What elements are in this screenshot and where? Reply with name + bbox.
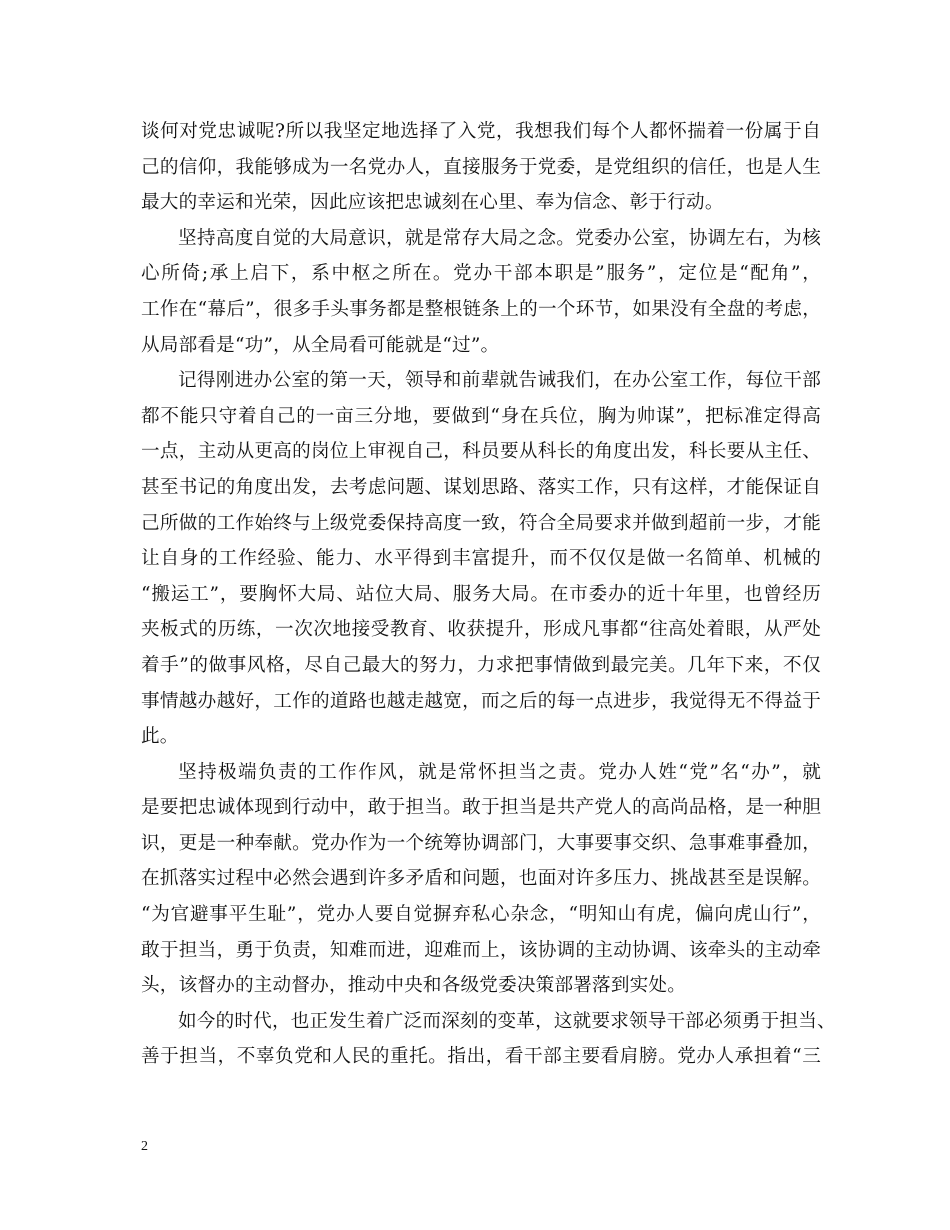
text-line: 是要把忠诚体现到行动中，敢于担当。敢于担当是共产党人的高尚品格，是一种胆 bbox=[141, 797, 821, 819]
text-line: 都不能只守着自己的一亩三分地，要做到“身在兵位，胸为帅谋”，把标准定得高 bbox=[141, 405, 821, 427]
text-line: “为官避事平生耻”，党办人要自觉摒弃私心杂念，“明知山有虎，偏向虎山行”， bbox=[141, 904, 821, 926]
paragraph-first-line: 坚持极端负责的工作作风，就是常怀担当之责。党办人姓“党”名“办”，就 bbox=[178, 761, 821, 783]
text-line: 敢于担当，勇于负责，知难而进，迎难而上，该协调的主动协调、该牵头的主动牵 bbox=[141, 939, 821, 961]
text-line: 一点，主动从更高的岗位上审视自己，科员要从科长的角度出发，科长要从主任、 bbox=[141, 441, 821, 463]
text-line: 心所倚;承上启下，系中枢之所在。党办干部本职是”服务”，定位是“配角”， bbox=[141, 263, 821, 285]
text-line: 谈何对党忠诚呢?所以我坚定地选择了入党，我想我们每个人都怀揣着一份属于自 bbox=[141, 121, 821, 142]
text-line: 让自身的工作经验、能力、水平得到丰富提升，而不仅仅是做一名简单、机械的 bbox=[141, 548, 821, 570]
text-line: “搬运工”，要胸怀大局、站位大局、服务大局。在市委办的近十年里，也曾经历 bbox=[141, 583, 821, 605]
text-line: 甚至书记的角度出发，去考虑问题、谋划思路、落实工作，只有这样，才能保证自 bbox=[141, 476, 821, 498]
text-line: 在抓落实过程中必然会遇到许多矛盾和问题，也面对许多压力、挑战甚至是误解。 bbox=[141, 868, 821, 890]
text-line: 事情越办越好，工作的道路也越走越宽，而之后的每一点进步，我觉得无不得益于 bbox=[141, 690, 821, 712]
paragraph-first-line: 记得刚进办公室的第一天，领导和前辈就告诫我们，在办公室工作，每位干部 bbox=[178, 370, 821, 392]
text-line: 头，该督办的主动督办，推动中央和各级党委决策部署落到实处。 bbox=[141, 975, 687, 997]
text-line: 从局部看是“功”，从全局看可能就是“过”。 bbox=[141, 334, 500, 356]
paragraph-first-line: 坚持高度自觉的大局意识，就是常存大局之念。党委办公室，协调左右，为核 bbox=[178, 227, 821, 249]
page-number: 2 bbox=[141, 1139, 148, 1154]
paragraph-first-line: 如今的时代，也正发生着广泛而深刻的变革，这就要求领导干部必须勇于担当、 bbox=[178, 1010, 836, 1032]
text-line: 善于担当，不辜负党和人民的重托。指出，看干部主要看肩膀。党办人承担着“三 bbox=[141, 1046, 821, 1068]
text-line: 识，更是一种奉献。党办作为一个统筹协调部门，大事要事交织、急事难事叠加， bbox=[141, 832, 821, 854]
text-line: 己的信仰，我能够成为一名党办人，直接服务于党委，是党组织的信任，也是人生 bbox=[141, 156, 821, 178]
body-text bbox=[141, 114, 836, 1075]
text-line: 己所做的工作始终与上级党委保持高度一致，符合全局要求并做到超前一步，才能 bbox=[141, 512, 821, 534]
text-line: 工作在“幕后”，很多手头事务都是整根链条上的一个环节，如果没有全盘的考虑， bbox=[141, 298, 821, 320]
text-line: 夹板式的历练，一次次地接受教育、收获提升，形成凡事都“往高处着眼，从严处 bbox=[141, 619, 821, 641]
text-line: 着手”的做事风格，尽自己最大的努力，力求把事情做到最完美。几年下来，不仅 bbox=[141, 654, 821, 676]
text-line: 最大的幸运和光荣，因此应该把忠诚刻在心里、奉为信念、彰于行动。 bbox=[141, 192, 724, 214]
text-line: 此。 bbox=[141, 726, 179, 748]
